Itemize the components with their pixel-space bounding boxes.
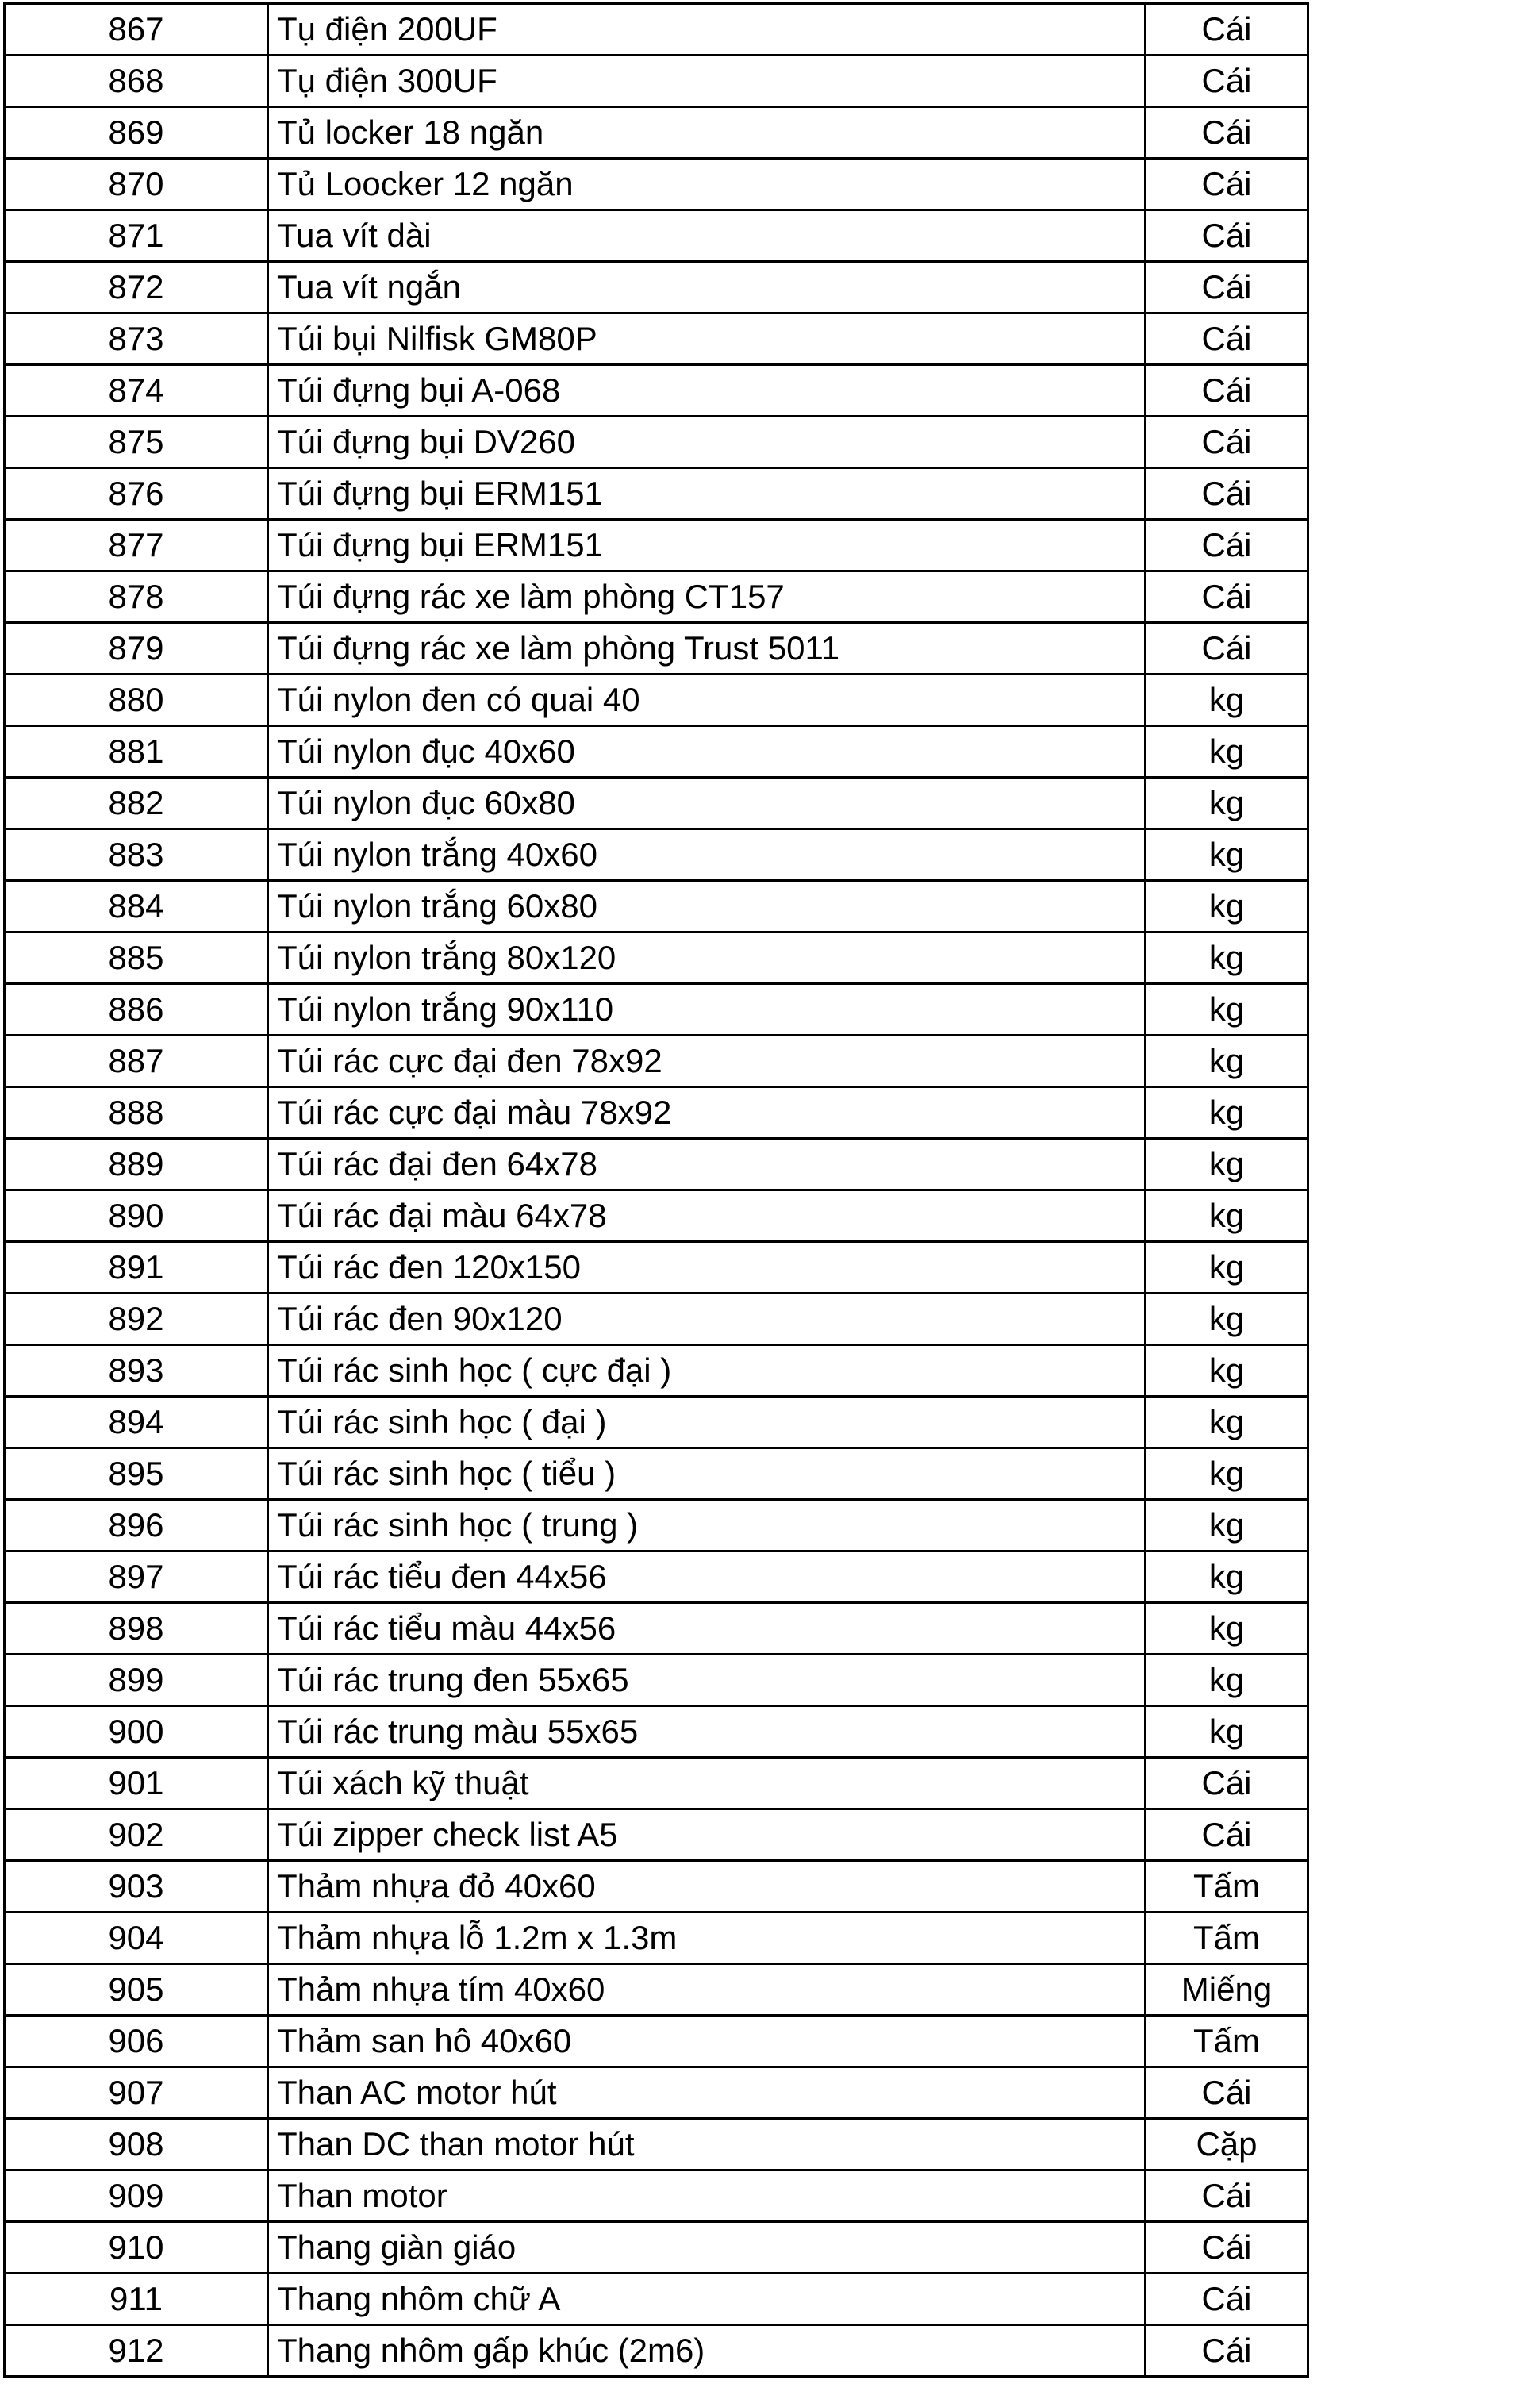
item-name-cell: Túi xách kỹ thuật (268, 1758, 1146, 1809)
table-row (5, 571, 1308, 623)
item-name-cell: Túi rác đại màu 64x78 (268, 1190, 1146, 1242)
item-name-cell: Túi bụi Nilfisk GM80P (268, 313, 1146, 365)
unit-cell: Cái (1146, 1809, 1308, 1861)
row-number-cell: 881 (5, 726, 268, 778)
item-name-cell: Than AC motor hút (268, 2067, 1146, 2119)
item-name-cell: Túi rác sinh học ( đại ) (268, 1397, 1146, 1448)
unit-cell: Tấm (1146, 1913, 1308, 1964)
table-row (5, 1448, 1308, 1500)
table-row (5, 4, 1308, 56)
table-row (5, 1036, 1308, 1087)
unit-cell: Miếng (1146, 1964, 1308, 2016)
unit-cell: Cái (1146, 571, 1308, 623)
row-number-cell: 910 (5, 2222, 268, 2274)
table-row (5, 1397, 1308, 1448)
table-row (5, 1603, 1308, 1655)
unit-cell: kg (1146, 1242, 1308, 1294)
item-name-cell: Túi đựng bụi DV260 (268, 417, 1146, 468)
table-row (5, 262, 1308, 313)
row-number-cell: 912 (5, 2325, 268, 2377)
item-name-cell: Túi rác trung đen 55x65 (268, 1655, 1146, 1706)
row-number-cell: 887 (5, 1036, 268, 1087)
table-row (5, 726, 1308, 778)
table-row (5, 1551, 1308, 1603)
table-row (5, 210, 1308, 262)
table-row (5, 984, 1308, 1036)
row-number-cell: 869 (5, 107, 268, 159)
item-name-cell: Túi nylon đen có quai 40 (268, 675, 1146, 726)
table-row (5, 623, 1308, 675)
table-row (5, 2170, 1308, 2222)
item-name-cell: Túi rác trung màu 55x65 (268, 1706, 1146, 1758)
unit-cell: kg (1146, 1500, 1308, 1551)
unit-cell: kg (1146, 1139, 1308, 1190)
row-number-cell: 902 (5, 1809, 268, 1861)
row-number-cell: 891 (5, 1242, 268, 1294)
table-row (5, 365, 1308, 417)
table-row (5, 2119, 1308, 2170)
unit-cell: kg (1146, 1036, 1308, 1087)
item-name-cell: Tủ locker 18 ngăn (268, 107, 1146, 159)
unit-cell: kg (1146, 1397, 1308, 1448)
table-row (5, 159, 1308, 210)
row-number-cell: 896 (5, 1500, 268, 1551)
item-name-cell: Túi zipper check list A5 (268, 1809, 1146, 1861)
table-row (5, 56, 1308, 107)
item-name-cell: Than motor (268, 2170, 1146, 2222)
row-number-cell: 876 (5, 468, 268, 520)
row-number-cell: 892 (5, 1294, 268, 1345)
unit-cell: Tấm (1146, 1861, 1308, 1913)
item-name-cell: Túi nylon trắng 60x80 (268, 881, 1146, 932)
unit-cell: Cái (1146, 468, 1308, 520)
table-row (5, 2067, 1308, 2119)
items-table-body (5, 4, 1308, 2377)
item-name-cell: Thang giàn giáo (268, 2222, 1146, 2274)
unit-cell: kg (1146, 1603, 1308, 1655)
table-row (5, 881, 1308, 932)
row-number-cell: 874 (5, 365, 268, 417)
table-row (5, 1706, 1308, 1758)
row-number-cell: 877 (5, 520, 268, 571)
item-name-cell: Tua vít ngắn (268, 262, 1146, 313)
row-number-cell: 870 (5, 159, 268, 210)
unit-cell: kg (1146, 1087, 1308, 1139)
table-row (5, 675, 1308, 726)
row-number-cell: 873 (5, 313, 268, 365)
row-number-cell: 900 (5, 1706, 268, 1758)
row-number-cell: 888 (5, 1087, 268, 1139)
row-number-cell: 889 (5, 1139, 268, 1190)
table-row (5, 313, 1308, 365)
table-row (5, 1139, 1308, 1190)
item-name-cell: Thang nhôm chữ A (268, 2274, 1146, 2325)
unit-cell: kg (1146, 829, 1308, 881)
table-row (5, 468, 1308, 520)
unit-cell: kg (1146, 778, 1308, 829)
row-number-cell: 894 (5, 1397, 268, 1448)
item-name-cell: Túi nylon trắng 80x120 (268, 932, 1146, 984)
unit-cell: kg (1146, 932, 1308, 984)
row-number-cell: 880 (5, 675, 268, 726)
table-row (5, 1809, 1308, 1861)
unit-cell: Tấm (1146, 2016, 1308, 2067)
unit-cell: kg (1146, 1448, 1308, 1500)
row-number-cell: 885 (5, 932, 268, 984)
row-number-cell: 867 (5, 4, 268, 56)
row-number-cell: 890 (5, 1190, 268, 1242)
table-row (5, 1655, 1308, 1706)
item-name-cell: Túi rác sinh học ( trung ) (268, 1500, 1146, 1551)
unit-cell: Cái (1146, 520, 1308, 571)
unit-cell: Cái (1146, 1758, 1308, 1809)
row-number-cell: 884 (5, 881, 268, 932)
unit-cell: kg (1146, 1345, 1308, 1397)
row-number-cell: 905 (5, 1964, 268, 2016)
table-row (5, 1913, 1308, 1964)
item-name-cell: Thang nhôm gấp khúc (2m6) (268, 2325, 1146, 2377)
item-name-cell: Túi đựng bụi A-068 (268, 365, 1146, 417)
item-name-cell: Tua vít dài (268, 210, 1146, 262)
row-number-cell: 908 (5, 2119, 268, 2170)
items-table (3, 2, 1309, 2378)
item-name-cell: Túi rác đại đen 64x78 (268, 1139, 1146, 1190)
unit-cell: kg (1146, 1294, 1308, 1345)
table-row (5, 932, 1308, 984)
unit-cell: Cái (1146, 417, 1308, 468)
row-number-cell: 911 (5, 2274, 268, 2325)
unit-cell: Cặp (1146, 2119, 1308, 2170)
item-name-cell: Túi rác sinh học ( cực đại ) (268, 1345, 1146, 1397)
item-name-cell: Thảm nhựa lỗ 1.2m x 1.3m (268, 1913, 1146, 1964)
unit-cell: kg (1146, 881, 1308, 932)
item-name-cell: Túi rác cực đại đen 78x92 (268, 1036, 1146, 1087)
item-name-cell: Túi đựng bụi ERM151 (268, 468, 1146, 520)
table-row (5, 1345, 1308, 1397)
unit-cell: Cái (1146, 2170, 1308, 2222)
table-row (5, 829, 1308, 881)
unit-cell: Cái (1146, 2222, 1308, 2274)
row-number-cell: 897 (5, 1551, 268, 1603)
item-name-cell: Tụ điện 300UF (268, 56, 1146, 107)
table-row (5, 1861, 1308, 1913)
item-name-cell: Túi đựng bụi ERM151 (268, 520, 1146, 571)
item-name-cell: Túi rác cực đại màu 78x92 (268, 1087, 1146, 1139)
item-name-cell: Tụ điện 200UF (268, 4, 1146, 56)
table-row (5, 520, 1308, 571)
unit-cell: kg (1146, 984, 1308, 1036)
unit-cell: Cái (1146, 56, 1308, 107)
item-name-cell: Thảm san hô 40x60 (268, 2016, 1146, 2067)
unit-cell: kg (1146, 1551, 1308, 1603)
item-name-cell: Thảm nhựa đỏ 40x60 (268, 1861, 1146, 1913)
unit-cell: Cái (1146, 4, 1308, 56)
unit-cell: Cái (1146, 107, 1308, 159)
item-name-cell: Túi nylon trắng 40x60 (268, 829, 1146, 881)
row-number-cell: 872 (5, 262, 268, 313)
row-number-cell: 882 (5, 778, 268, 829)
unit-cell: Cái (1146, 2067, 1308, 2119)
row-number-cell: 903 (5, 1861, 268, 1913)
table-row (5, 1294, 1308, 1345)
unit-cell: kg (1146, 1706, 1308, 1758)
unit-cell: Cái (1146, 159, 1308, 210)
item-name-cell: Túi nylon trắng 90x110 (268, 984, 1146, 1036)
table-row (5, 1500, 1308, 1551)
unit-cell: kg (1146, 675, 1308, 726)
row-number-cell: 883 (5, 829, 268, 881)
row-number-cell: 898 (5, 1603, 268, 1655)
unit-cell: kg (1146, 1655, 1308, 1706)
row-number-cell: 907 (5, 2067, 268, 2119)
row-number-cell: 868 (5, 56, 268, 107)
unit-cell: Cái (1146, 2325, 1308, 2377)
row-number-cell: 875 (5, 417, 268, 468)
item-name-cell: Thảm nhựa tím 40x60 (268, 1964, 1146, 2016)
row-number-cell: 909 (5, 2170, 268, 2222)
item-name-cell: Túi nylon đục 60x80 (268, 778, 1146, 829)
row-number-cell: 871 (5, 210, 268, 262)
table-row (5, 417, 1308, 468)
row-number-cell: 906 (5, 2016, 268, 2067)
row-number-cell: 901 (5, 1758, 268, 1809)
item-name-cell: Than DC than motor hút (268, 2119, 1146, 2170)
unit-cell: Cái (1146, 2274, 1308, 2325)
unit-cell: Cái (1146, 210, 1308, 262)
row-number-cell: 886 (5, 984, 268, 1036)
row-number-cell: 904 (5, 1913, 268, 1964)
item-name-cell: Túi rác đen 90x120 (268, 1294, 1146, 1345)
table-row (5, 1087, 1308, 1139)
table-row (5, 1758, 1308, 1809)
item-name-cell: Túi đựng rác xe làm phòng CT157 (268, 571, 1146, 623)
row-number-cell: 899 (5, 1655, 268, 1706)
item-name-cell: Túi rác đen 120x150 (268, 1242, 1146, 1294)
table-row (5, 2016, 1308, 2067)
item-name-cell: Túi rác tiểu đen 44x56 (268, 1551, 1146, 1603)
unit-cell: Cái (1146, 313, 1308, 365)
row-number-cell: 878 (5, 571, 268, 623)
item-name-cell: Túi rác tiểu màu 44x56 (268, 1603, 1146, 1655)
item-name-cell: Túi rác sinh học ( tiểu ) (268, 1448, 1146, 1500)
unit-cell: Cái (1146, 262, 1308, 313)
table-row (5, 2325, 1308, 2377)
table-row (5, 1242, 1308, 1294)
table-row (5, 778, 1308, 829)
unit-cell: Cái (1146, 365, 1308, 417)
unit-cell: Cái (1146, 623, 1308, 675)
row-number-cell: 879 (5, 623, 268, 675)
table-row (5, 107, 1308, 159)
item-name-cell: Tủ Loocker 12 ngăn (268, 159, 1146, 210)
item-name-cell: Túi nylon đục 40x60 (268, 726, 1146, 778)
unit-cell: kg (1146, 726, 1308, 778)
table-row (5, 1964, 1308, 2016)
table-row (5, 1190, 1308, 1242)
row-number-cell: 895 (5, 1448, 268, 1500)
unit-cell: kg (1146, 1190, 1308, 1242)
item-name-cell: Túi đựng rác xe làm phòng Trust 5011 (268, 623, 1146, 675)
row-number-cell: 893 (5, 1345, 268, 1397)
table-row (5, 2274, 1308, 2325)
table-row (5, 2222, 1308, 2274)
